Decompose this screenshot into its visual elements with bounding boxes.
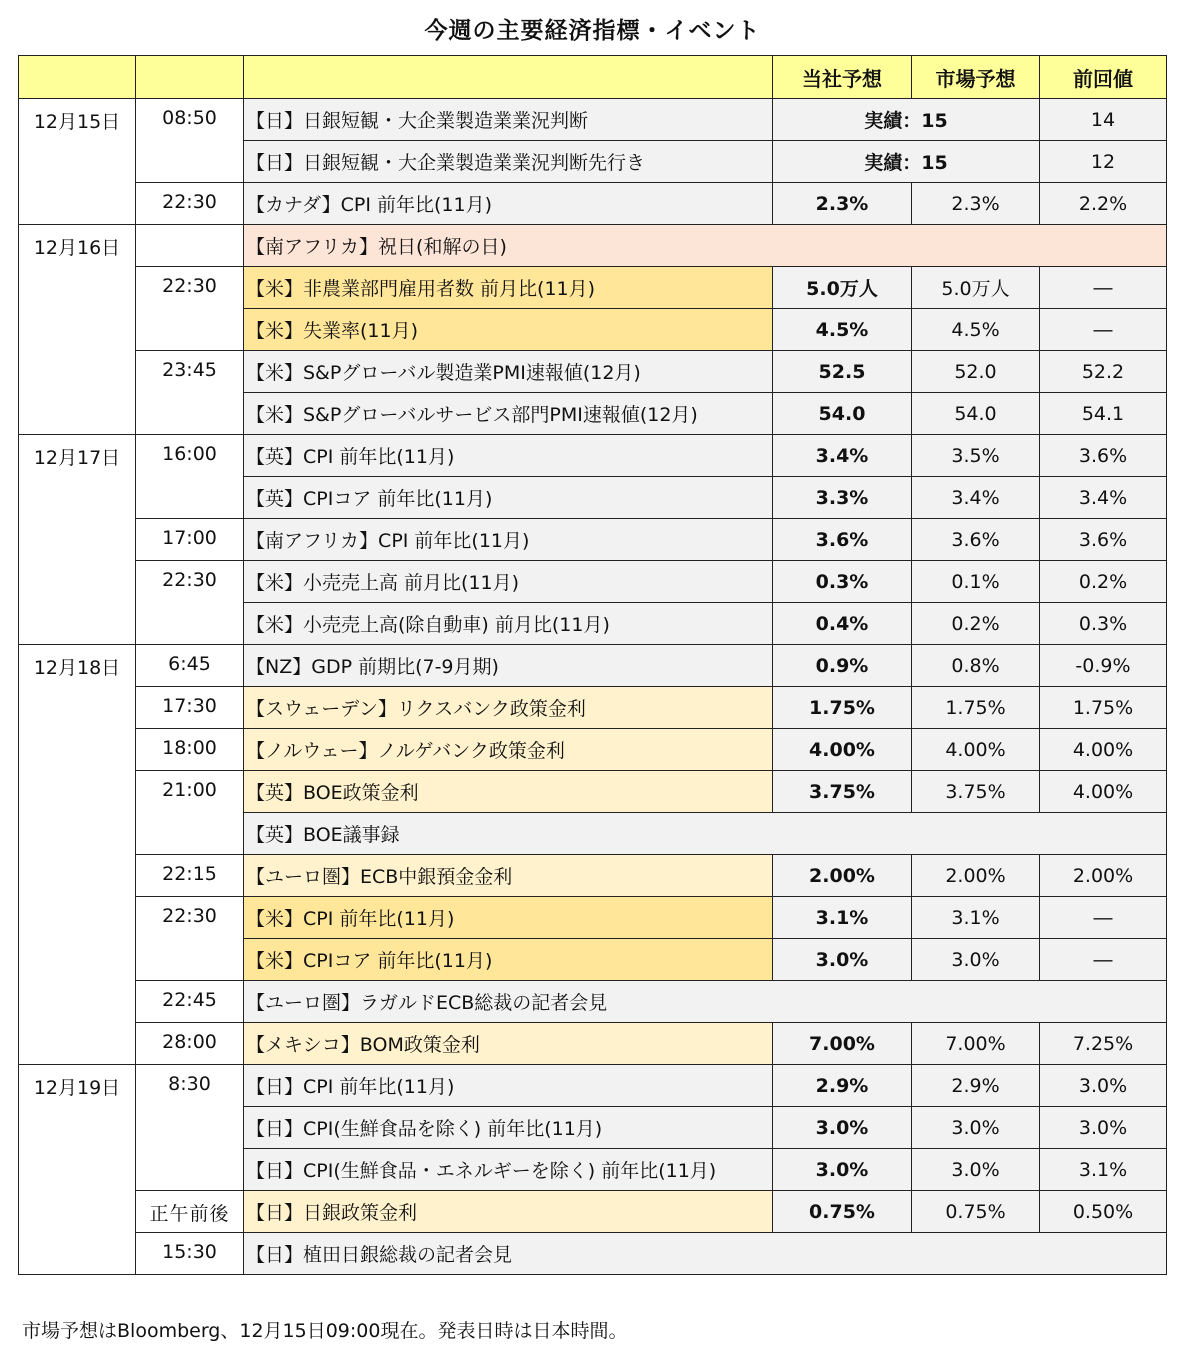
table-row [19,561,1167,603]
own-forecast-cell: 7.00% [773,1023,912,1065]
previous-cell: 0.3% [1040,603,1167,645]
event-cell: 【日】CPI(生鮮食品・エネルギーを除く) 前年比(11月) [244,1149,773,1191]
own-forecast-cell: 0.4% [773,603,912,645]
table-row [19,351,1167,393]
event-cell: 【日】CPI(生鮮食品を除く) 前年比(11月) [244,1107,773,1149]
event-cell: 【米】S&Pグローバルサービス部門PMI速報値(12月) [244,393,773,435]
own-forecast-cell: 3.0% [773,1107,912,1149]
time-cell: 8:30 [136,1065,244,1191]
market-forecast-cell: 3.0% [912,939,1040,981]
actual-result-cell: 実績：15 [773,141,1040,183]
own-forecast-cell: 5.0万人 [773,267,912,309]
own-forecast-cell: 4.00% [773,729,912,771]
time-cell: 22:30 [136,267,244,351]
own-forecast-cell: 3.3% [773,477,912,519]
event-cell: 【南アフリカ】CPI 前年比(11月) [244,519,773,561]
own-forecast-cell: 3.6% [773,519,912,561]
table-row [19,267,1167,309]
previous-cell: 4.00% [1040,729,1167,771]
own-forecast-cell: 0.3% [773,561,912,603]
event-cell: 【日】日銀短観・大企業製造業業況判断 [244,99,773,141]
time-cell: 正午前後 [136,1191,244,1233]
previous-cell: 0.2% [1040,561,1167,603]
actual-result-cell: 実績：15 [773,99,1040,141]
event-cell: 【英】CPI 前年比(11月) [244,435,773,477]
previous-cell: 3.6% [1040,435,1167,477]
own-forecast-cell: 3.0% [773,939,912,981]
event-cell: 【日】日銀短観・大企業製造業業況判断先行き [244,141,773,183]
own-forecast-cell: 2.00% [773,855,912,897]
time-cell: 28:00 [136,1023,244,1065]
previous-cell: 3.4% [1040,477,1167,519]
own-forecast-cell: 0.9% [773,645,912,687]
previous-cell: 0.50% [1040,1191,1167,1233]
own-forecast-cell: 3.4% [773,435,912,477]
market-forecast-cell: 3.4% [912,477,1040,519]
previous-cell: 7.25% [1040,1023,1167,1065]
table-row [19,981,1167,1023]
table-row [19,771,1167,813]
market-forecast-cell: 52.0 [912,351,1040,393]
time-cell: 21:00 [136,771,244,855]
event-cell: 【スウェーデン】リクスバンク政策金利 [244,687,773,729]
table-row [19,645,1167,687]
table-row [19,519,1167,561]
time-cell: 17:00 [136,519,244,561]
page-title: 今週の主要経済指標・イベント [424,18,761,44]
date-cell: 12月19日 [19,1065,136,1275]
previous-cell: ― [1040,897,1167,939]
previous-cell: 4.00% [1040,771,1167,813]
table-row [19,183,1167,225]
market-forecast-cell: 3.6% [912,519,1040,561]
previous-cell: 3.6% [1040,519,1167,561]
event-cell: 【英】BOE政策金利 [244,771,773,813]
time-cell: 18:00 [136,729,244,771]
previous-cell: 3.0% [1040,1107,1167,1149]
own-forecast-cell: 3.75% [773,771,912,813]
time-cell: 22:45 [136,981,244,1023]
previous-cell: 1.75% [1040,687,1167,729]
table-row [19,99,1167,141]
table-row [19,1191,1167,1233]
header-date [19,56,136,99]
market-forecast-cell: 0.1% [912,561,1040,603]
previous-cell: 2.00% [1040,855,1167,897]
market-forecast-cell: 4.00% [912,729,1040,771]
event-cell: 【英】BOE議事録 [244,813,1167,855]
market-forecast-cell: 5.0万人 [912,267,1040,309]
market-forecast-cell: 0.8% [912,645,1040,687]
table-row [19,1065,1167,1107]
time-cell: 08:50 [136,99,244,183]
table-row [19,435,1167,477]
date-cell: 12月17日 [19,435,136,645]
previous-cell: 3.0% [1040,1065,1167,1107]
market-forecast-cell: 3.75% [912,771,1040,813]
previous-cell: 3.1% [1040,1149,1167,1191]
event-cell: 【メキシコ】BOM政策金利 [244,1023,773,1065]
footnote: 市場予想はBloomberg、12月15日09:00現在。発表日時は日本時間。 [22,1320,628,1342]
own-forecast-cell: 52.5 [773,351,912,393]
event-cell: 【米】小売売上高 前月比(11月) [244,561,773,603]
table-row [19,1233,1167,1275]
market-forecast-cell: 4.5% [912,309,1040,351]
market-forecast-cell: 1.75% [912,687,1040,729]
market-forecast-cell: 2.00% [912,855,1040,897]
own-forecast-cell: 4.5% [773,309,912,351]
event-cell: 【ユーロ圏】ラガルドECB総裁の記者会見 [244,981,1167,1023]
event-cell: 【NZ】GDP 前期比(7-9月期) [244,645,773,687]
own-forecast-cell: 54.0 [773,393,912,435]
own-forecast-cell: 3.1% [773,897,912,939]
event-cell: 【日】CPI 前年比(11月) [244,1065,773,1107]
own-forecast-cell: 2.3% [773,183,912,225]
table-row [19,855,1167,897]
market-forecast-cell: 2.9% [912,1065,1040,1107]
event-cell: 【英】CPIコア 前年比(11月) [244,477,773,519]
time-cell: 22:30 [136,561,244,645]
event-cell: 【ノルウェー】ノルゲバンク政策金利 [244,729,773,771]
time-cell: 15:30 [136,1233,244,1275]
previous-cell: -0.9% [1040,645,1167,687]
holiday-event-cell: 【南アフリカ】祝日(和解の日) [244,225,1167,267]
market-forecast-cell: 3.0% [912,1149,1040,1191]
previous-cell: 52.2 [1040,351,1167,393]
own-forecast-cell: 1.75% [773,687,912,729]
previous-cell: 14 [1040,99,1167,141]
previous-cell: ― [1040,939,1167,981]
event-cell: 【米】CPI 前年比(11月) [244,897,773,939]
event-cell: 【米】CPIコア 前年比(11月) [244,939,773,981]
header-own-forecast: 当社予想 [773,56,912,99]
own-forecast-cell: 0.75% [773,1191,912,1233]
previous-cell: ― [1040,267,1167,309]
previous-cell: 54.1 [1040,393,1167,435]
table-row [19,1023,1167,1065]
market-forecast-cell: 3.5% [912,435,1040,477]
time-cell: 6:45 [136,645,244,687]
time-cell: 23:45 [136,351,244,435]
own-forecast-cell: 2.9% [773,1065,912,1107]
header-previous: 前回値 [1040,56,1167,99]
time-cell: 22:30 [136,897,244,981]
market-forecast-cell: 7.00% [912,1023,1040,1065]
header-market-forecast: 市場予想 [912,56,1040,99]
date-cell: 12月18日 [19,645,136,1065]
header-time [136,56,244,99]
previous-cell: ― [1040,309,1167,351]
market-forecast-cell: 2.3% [912,183,1040,225]
event-cell: 【ユーロ圏】ECB中銀預金金利 [244,855,773,897]
header-event [244,56,773,99]
date-cell: 12月15日 [19,99,136,225]
event-cell: 【日】植田日銀総裁の記者会見 [244,1233,1167,1275]
time-cell: 16:00 [136,435,244,519]
market-forecast-cell: 0.75% [912,1191,1040,1233]
table-row [19,687,1167,729]
event-cell: 【カナダ】CPI 前年比(11月) [244,183,773,225]
time-cell: 22:15 [136,855,244,897]
previous-cell: 12 [1040,141,1167,183]
event-cell: 【米】非農業部門雇用者数 前月比(11月) [244,267,773,309]
date-cell: 12月16日 [19,225,136,435]
event-cell: 【日】日銀政策金利 [244,1191,773,1233]
event-cell: 【米】失業率(11月) [244,309,773,351]
previous-cell: 2.2% [1040,183,1167,225]
own-forecast-cell: 3.0% [773,1149,912,1191]
event-cell: 【米】小売売上高(除自動車) 前月比(11月) [244,603,773,645]
market-forecast-cell: 0.2% [912,603,1040,645]
market-forecast-cell: 54.0 [912,393,1040,435]
market-forecast-cell: 3.1% [912,897,1040,939]
table-row [19,225,1167,267]
event-cell: 【米】S&Pグローバル製造業PMI速報値(12月) [244,351,773,393]
header-row [19,56,1167,99]
table-row [19,729,1167,771]
market-forecast-cell: 3.0% [912,1107,1040,1149]
table-row [19,897,1167,939]
time-cell: 17:30 [136,687,244,729]
economic-calendar-table [18,55,1167,1275]
time-cell [136,225,244,267]
time-cell: 22:30 [136,183,244,225]
